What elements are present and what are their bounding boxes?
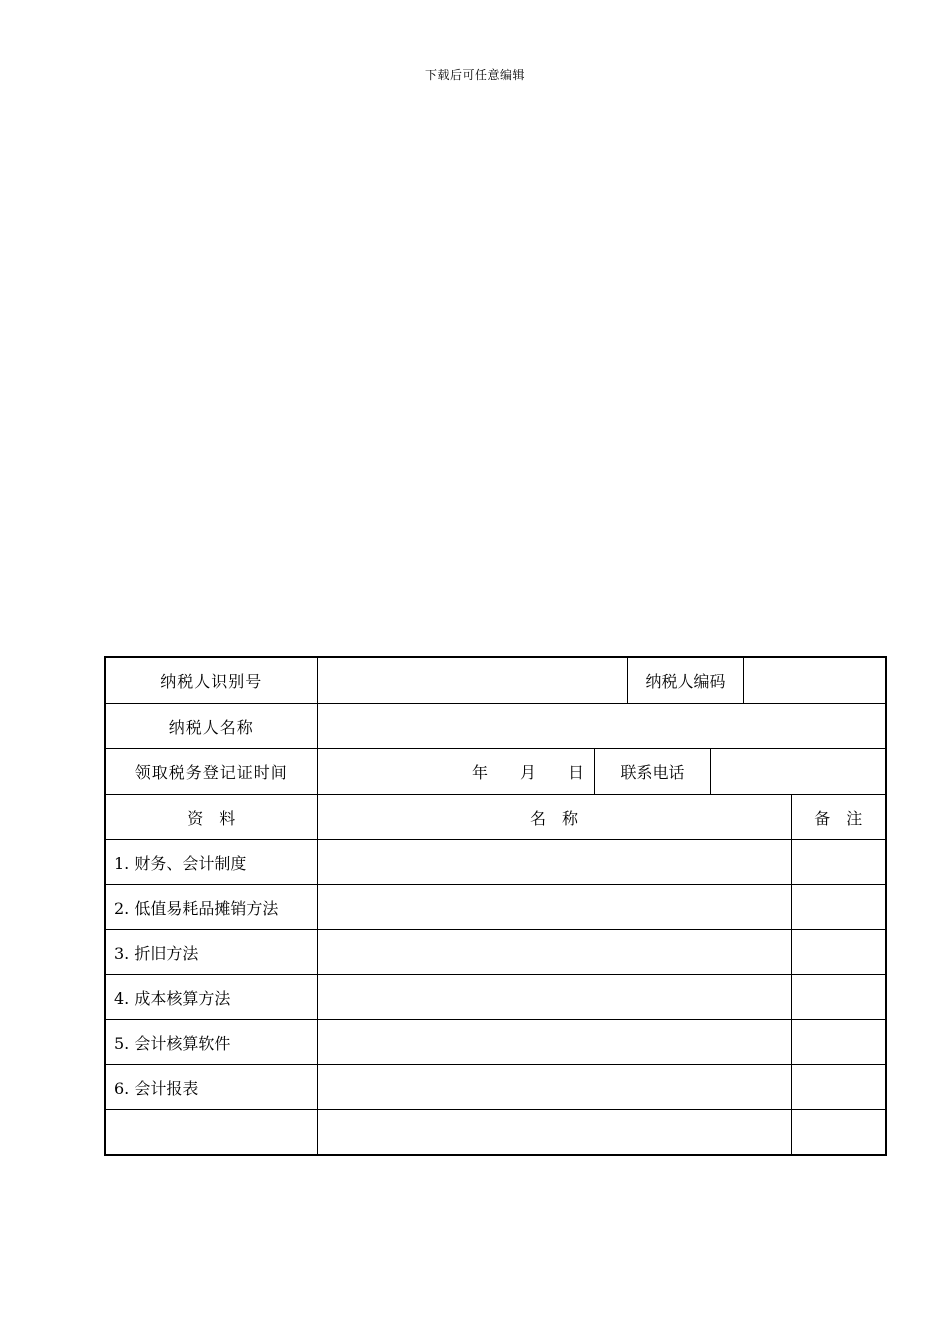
material-label: 2. 低值易耗品摊销方法: [105, 885, 317, 930]
material-remark-field[interactable]: [791, 885, 886, 930]
material-name-field[interactable]: [317, 930, 791, 975]
material-label: 1. 财务、会计制度: [105, 840, 317, 885]
table-row: [105, 840, 886, 885]
table-row: [105, 1110, 886, 1155]
taxpayer-name-label: 纳税人名称: [105, 704, 317, 749]
materials-header-row: [105, 795, 886, 840]
material-label[interactable]: [105, 1110, 317, 1155]
table-row: [105, 885, 886, 930]
material-name-field[interactable]: [317, 1065, 791, 1110]
material-name-field[interactable]: [317, 1020, 791, 1065]
taxpayer-id-field[interactable]: [318, 658, 628, 703]
material-name-field[interactable]: [317, 975, 791, 1020]
material-name-field[interactable]: [317, 885, 791, 930]
table-row: [105, 1065, 886, 1110]
taxpayer-id-label: 纳税人识别号: [105, 657, 317, 704]
page-header-note: 下载后可任意编辑: [424, 68, 525, 82]
registration-time-label: 领取税务登记证时间: [105, 749, 317, 795]
remark-column-header: 备 注: [791, 795, 886, 840]
taxpayer-name-field[interactable]: [317, 704, 886, 749]
material-remark-field[interactable]: [791, 1065, 886, 1110]
material-remark-field[interactable]: [791, 840, 886, 885]
material-remark-field[interactable]: [791, 1110, 886, 1155]
registration-date-field[interactable]: 年 月 日: [471, 763, 584, 782]
material-column-header: 资 料: [105, 795, 317, 840]
name-column-header: 名 称: [317, 795, 791, 840]
taxpayer-code-field[interactable]: [744, 658, 886, 703]
material-label: 3. 折旧方法: [105, 930, 317, 975]
taxpayer-name-row: [105, 704, 886, 749]
taxpayer-code-label: 纳税人编码: [628, 658, 744, 703]
taxpayer-id-row: [105, 657, 886, 704]
material-label: 4. 成本核算方法: [105, 975, 317, 1020]
table-row: [105, 930, 886, 975]
table-row: [105, 1020, 886, 1065]
material-remark-field[interactable]: [791, 975, 886, 1020]
material-remark-field[interactable]: [791, 930, 886, 975]
tax-registration-form: [104, 656, 887, 1156]
phone-label: 联系电话: [595, 749, 711, 794]
material-label: 5. 会计核算软件: [105, 1020, 317, 1065]
material-label: 6. 会计报表: [105, 1065, 317, 1110]
material-name-field[interactable]: [317, 1110, 791, 1155]
phone-field[interactable]: [711, 749, 886, 794]
table-row: [105, 975, 886, 1020]
registration-time-row: [105, 749, 886, 795]
material-remark-field[interactable]: [791, 1020, 886, 1065]
material-name-field[interactable]: [317, 840, 791, 885]
